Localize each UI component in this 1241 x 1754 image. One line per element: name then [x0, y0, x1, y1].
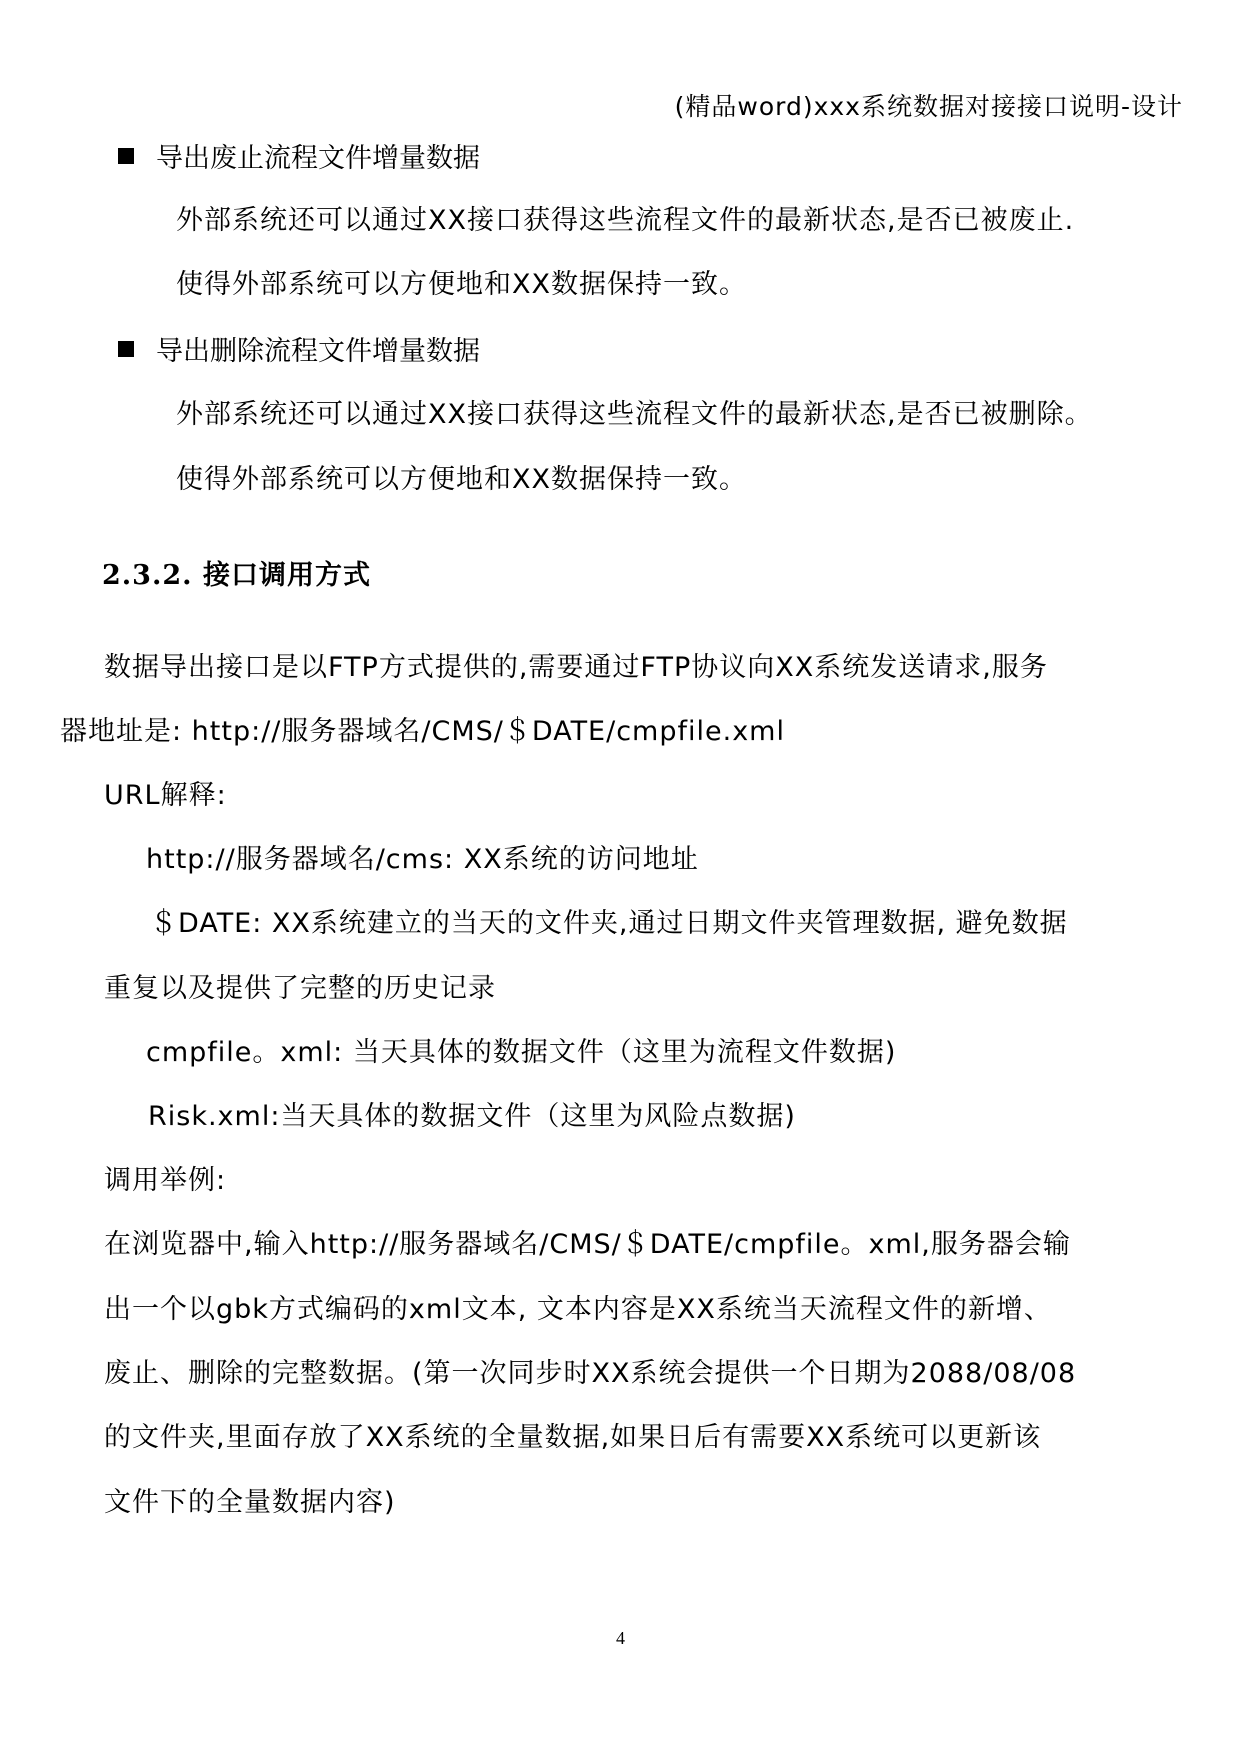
example-line-5: 文件下的全量数据内容)	[104, 1487, 396, 1518]
square-bullet-icon	[118, 148, 134, 164]
obsolete-description-line-2: 使得外部系统可以方便地和XX数据保持一致。	[176, 269, 747, 300]
url-item-date-line-1: ＄DATE: XX系统建立的当天的文件夹,通过日期文件夹管理数据, 避免数据	[150, 908, 1068, 939]
url-item-date-line-2: 重复以及提供了完整的历史记录	[104, 973, 496, 1004]
url-item-risk: Risk.xml:当天具体的数据文件（这里为风险点数据)	[148, 1101, 796, 1132]
example-line-2: 出一个以gbk方式编码的xml文本, 文本内容是XX系统当天流程文件的新增、	[104, 1294, 1052, 1325]
bullet-obsolete-export	[118, 142, 480, 176]
bullet-obsolete-title: 导出废止流程文件增量数据	[156, 143, 480, 174]
running-header: (精品word)xxx系统数据对接接口说明-设计	[674, 92, 1183, 121]
example-line-3: 废止、删除的完整数据。(第一次同步时XX系统会提供一个日期为2088/08/08	[104, 1358, 1077, 1389]
url-explanation-label: URL解释:	[104, 780, 227, 811]
deleted-description-line-1: 外部系统还可以通过XX接口获得这些流程文件的最新状态,是否已被删除。	[176, 399, 1093, 430]
bullet-deleted-export	[118, 335, 480, 369]
obsolete-description-line-1: 外部系统还可以通过XX接口获得这些流程文件的最新状态,是否已被废止.	[176, 205, 1075, 236]
page-number: 4	[616, 1628, 625, 1648]
url-item-cmpfile: cmpfile。xml: 当天具体的数据文件（这里为流程文件数据)	[146, 1037, 897, 1068]
bullet-deleted-title: 导出删除流程文件增量数据	[156, 336, 480, 367]
square-bullet-icon	[118, 341, 134, 357]
example-line-1: 在浏览器中,输入http://服务器域名/CMS/＄DATE/cmpfile。xml,服务器会输	[104, 1229, 1071, 1260]
example-label: 调用举例:	[104, 1165, 227, 1196]
section-heading-2-3-2: 2.3.2. 接口调用方式	[102, 560, 371, 591]
example-line-4: 的文件夹,里面存放了XX系统的全量数据,如果日后有需要XX系统可以更新该	[104, 1422, 1042, 1453]
intro-line-2: 器地址是: http://服务器域名/CMS/＄DATE/cmpfile.xml	[60, 716, 785, 747]
deleted-description-line-2: 使得外部系统可以方便地和XX数据保持一致。	[176, 464, 747, 495]
url-item-host: http://服务器域名/cms: XX系统的访问地址	[146, 844, 699, 875]
intro-line-1: 数据导出接口是以FTP方式提供的,需要通过FTP协议向XX系统发送请求,服务	[104, 652, 1048, 683]
